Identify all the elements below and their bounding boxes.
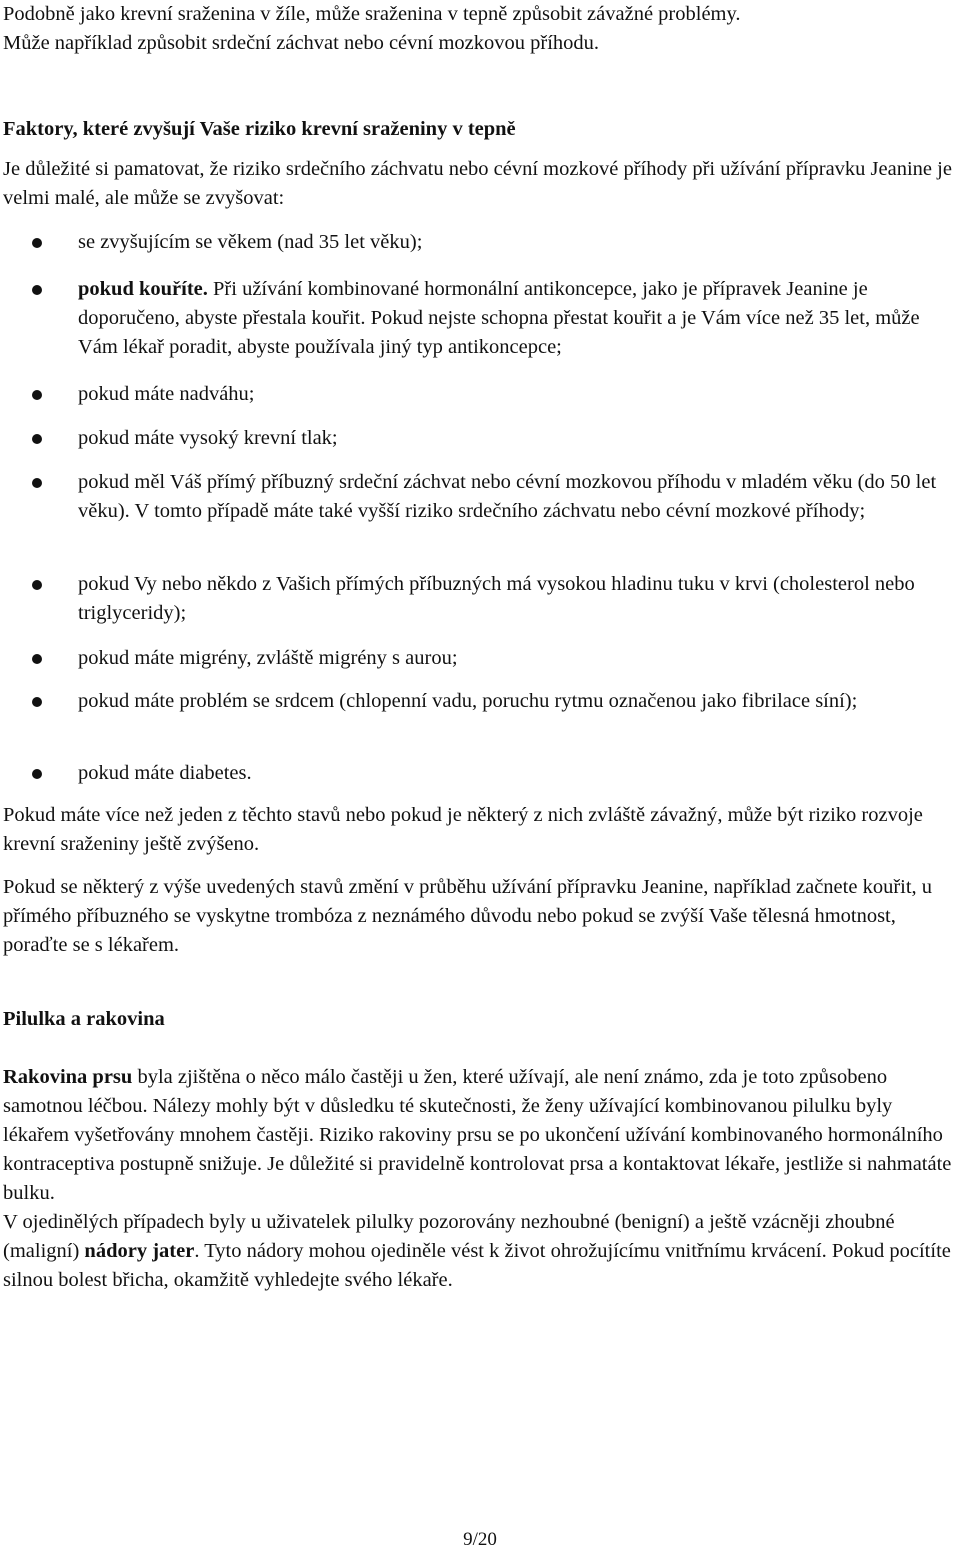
breast-cancer-term: Rakovina prsu	[3, 1066, 133, 1088]
page-number: 9/20	[463, 1529, 497, 1550]
bullet-icon	[32, 285, 42, 295]
bullet-icon	[32, 434, 42, 444]
paragraph-breast-cancer	[3, 1063, 958, 1295]
list-item-diabetes: pokud máte diabetes.	[78, 762, 252, 784]
section-heading-cancer: Pilulka a rakovina	[3, 1008, 165, 1030]
section-heading-arterial-risk: Faktory, které zvyšují Vaše riziko krevní sraženiny v tepně	[3, 118, 516, 140]
paragraph-multiple-conditions: Pokud máte více než jeden z těchto stavů nebo pokud je některý z nich zvláště závažný, může být riziko rozvoje krevní sraženiny ještě zvýšeno.	[3, 804, 923, 855]
list-item-age: se zvyšujícím se věkem (nad 35 let věku);	[78, 231, 423, 253]
list-item-overweight: pokud máte nadváhu;	[78, 383, 255, 405]
bullet-icon	[32, 390, 42, 400]
bullet-icon	[32, 769, 42, 779]
list-item-heart: pokud máte problém se srdcem (chlopenní vadu, poruchu rytmu označenou jako fibrilace síní);	[78, 690, 858, 712]
breast-cancer-text: byla zjištěna o něco málo častěji u žen, které užívají, ale není známo, zda je toto způsobeno samotnou léčbou. Nálezy mohly být v důsledku té skutečnosti, že ženy užívající kombinovanou pilulku byly lékařem vyšetřovány mnohem častěji. Riziko rakoviny prsu se po ukončení užívání kombinovaného hormonálního kontraceptiva postupně snižuje. Je důležité si pravidelně kontrolovat prsa a kontaktovat lékaře, jestliže si nahmatáte bulku.	[3, 1066, 952, 1204]
liver-tumor-term: nádory jater	[84, 1240, 195, 1262]
bullet-icon	[32, 697, 42, 707]
list-item-smoking-bold: pokud kouříte.	[78, 278, 208, 300]
list-item-cholesterol: pokud Vy nebo někdo z Vašich přímých příbuzných má vysokou hladinu tuku v krvi (cholesterol nebo triglyceridy);	[78, 573, 915, 624]
intro-line-1: Podobně jako krevní sraženina v žíle, může sraženina v tepně způsobit závažné problémy.	[3, 3, 741, 25]
intro-paragraph	[3, 0, 958, 58]
liver-tumor-text-b: . Tyto nádory mohou ojediněle vést k život ohrožujícímu vnitřnímu krvácení. Pokud pocítíte silnou bolest břicha, okamžitě vyhledejte svého lékaře.	[3, 1240, 951, 1291]
bullet-icon	[32, 478, 42, 488]
bullet-icon	[32, 654, 42, 664]
list-item-smoking	[78, 275, 958, 362]
risk-intro-paragraph: Je důležité si pamatovat, že riziko srdečního záchvatu nebo cévní mozkové příhody při užívání přípravku Jeanine je velmi malé, ale může se zvyšovat:	[3, 158, 952, 209]
list-item-smoking-text: Při užívání kombinované hormonální antikoncepce, jako je přípravek Jeanine je doporučeno, abyste přestala kouřit. Pokud nejste schopna přestat kouřit a je Vám více než 35 let, může Vám lékař poradit, abyste používala jiný typ antikoncepce;	[78, 278, 920, 358]
list-item-family-history: pokud měl Váš přímý příbuzný srdeční záchvat nebo cévní mozkovou příhodu v mladém věku (do 50 let věku). V tomto případě máte také vyšší riziko srdečního záchvatu nebo cévní mozkové příhody;	[78, 471, 937, 522]
paragraph-condition-change: Pokud se některý z výše uvedených stavů změní v průběhu užívání přípravku Jeanine, například začnete kouřit, u přímého příbuzného se vyskytne trombóza z neznámého důvodu nebo pokud se zvýší Vaše tělesná hmotnost, poraďte se s lékařem.	[3, 876, 933, 956]
list-item-blood-pressure: pokud máte vysoký krevní tlak;	[78, 427, 338, 449]
bullet-icon	[32, 580, 42, 590]
bullet-icon	[32, 238, 42, 248]
intro-line-2: Může například způsobit srdeční záchvat nebo cévní mozkovou příhodu.	[3, 32, 600, 54]
liver-tumor-text-a: V ojedinělých případech byly u uživatelek pilulky pozorovány nezhoubné (benigní) a ještě vzácněji zhoubné (maligní)	[3, 1211, 895, 1262]
list-item-migraine: pokud máte migrény, zvláště migrény s aurou;	[78, 647, 458, 669]
